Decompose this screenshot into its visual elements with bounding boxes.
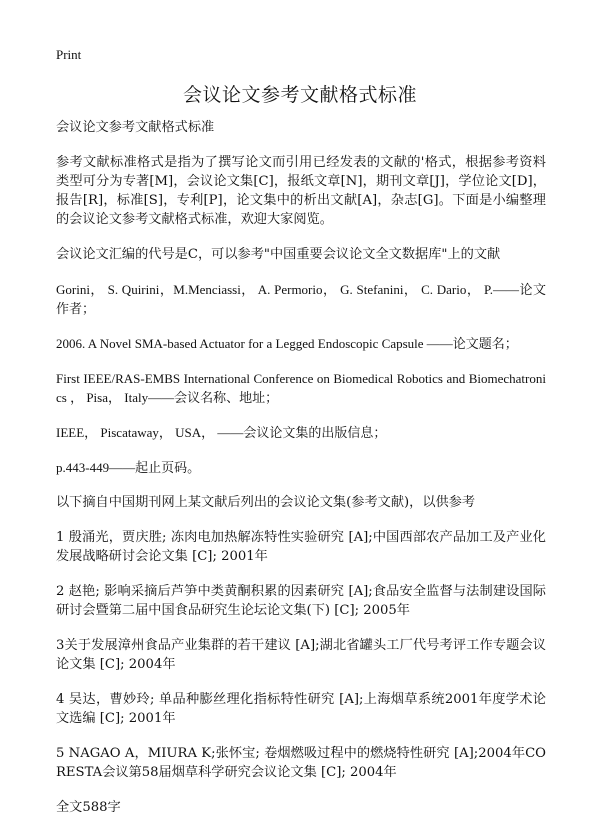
print-link[interactable]: Print [56, 47, 82, 62]
intro-paragraph: 参考文献标准格式是指为了撰写论文而引用已经发表的文献的'格式，根据参考资料类型可分为专著[M]，会议论文集[C]，报纸文章[N]，期刊文章[J]，学位论文[D]，报告[R]，标准[S]，专利[P]，论文集中的析出文献[A]，杂志[G]。下面是小编整理的会议论文参考文献格式标准，欢迎大家阅览。 [56, 155, 546, 227]
reference-item: 5 NAGAO A，MIURA K;张怀宝; 卷烟燃吸过程中的燃烧特性研究 [A];2004年CORESTA会议第58届烟草科学研究会议论文集 [C]; 2004年 [56, 746, 546, 780]
publisher-paragraph: IEEE， Piscataway， USA， ——会议论文集的出版信息； [56, 425, 387, 440]
word-count: 全文588字 [56, 800, 121, 815]
reference-item: 3关于发展漳州食品产业集群的若干建议 [A];湖北省罐头工厂代号考评工作专题会议论文集 [C]; 2004年 [56, 638, 546, 672]
pages-paragraph: p.443-449——起止页码。 [56, 460, 201, 475]
conference-paragraph: First IEEE/RAS-EMBS International Conference on Biomedical Robotics and Biomechatronics ， Pisa， Italy——会议名称、地址； [56, 371, 546, 405]
code-note-paragraph: 会议论文汇编的代号是C，可以参考"中国重要会议论文全文数据库"上的文献 [56, 247, 501, 262]
reference-item: 1 殷涌光，贾庆胜; 冻肉电加热解冻特性实验研究 [A];中国西部农产品加工及产业化发展战略研讨会论文集 [C]; 2001年 [56, 530, 546, 564]
page-title: 会议论文参考文献格式标准 [182, 84, 417, 106]
subtitle-paragraph: 会议论文参考文献格式标准 [56, 120, 215, 135]
reference-item: 4 吴达，曹妙玲; 单品种膨丝理化指标特性研究 [A];上海烟草系统2001年度学术论文选编 [C]; 2001年 [56, 692, 546, 726]
examples-intro-paragraph: 以下摘自中国期刊网上某文献后列出的会议论文集(参考文献)，以供参考 [56, 495, 476, 510]
reference-item: 2 赵艳; 影响采摘后芦笋中类黄酮积累的因素研究 [A];食品安全监督与法制建设国际研讨会暨第二届中国食品研究生论坛论文集(下) [C]; 2005年 [56, 584, 546, 618]
authors-paragraph: Gorini， S. Quirini，M.Menciassi， A. Permorio， G. Stefanini， C. Dario， P.——论文作者； [56, 282, 546, 316]
paper-title-paragraph: 2006. A Novel SMA-based Actuator for a Legged Endoscopic Capsule ——论文题名； [56, 336, 518, 351]
article-body [56, 118, 546, 833]
